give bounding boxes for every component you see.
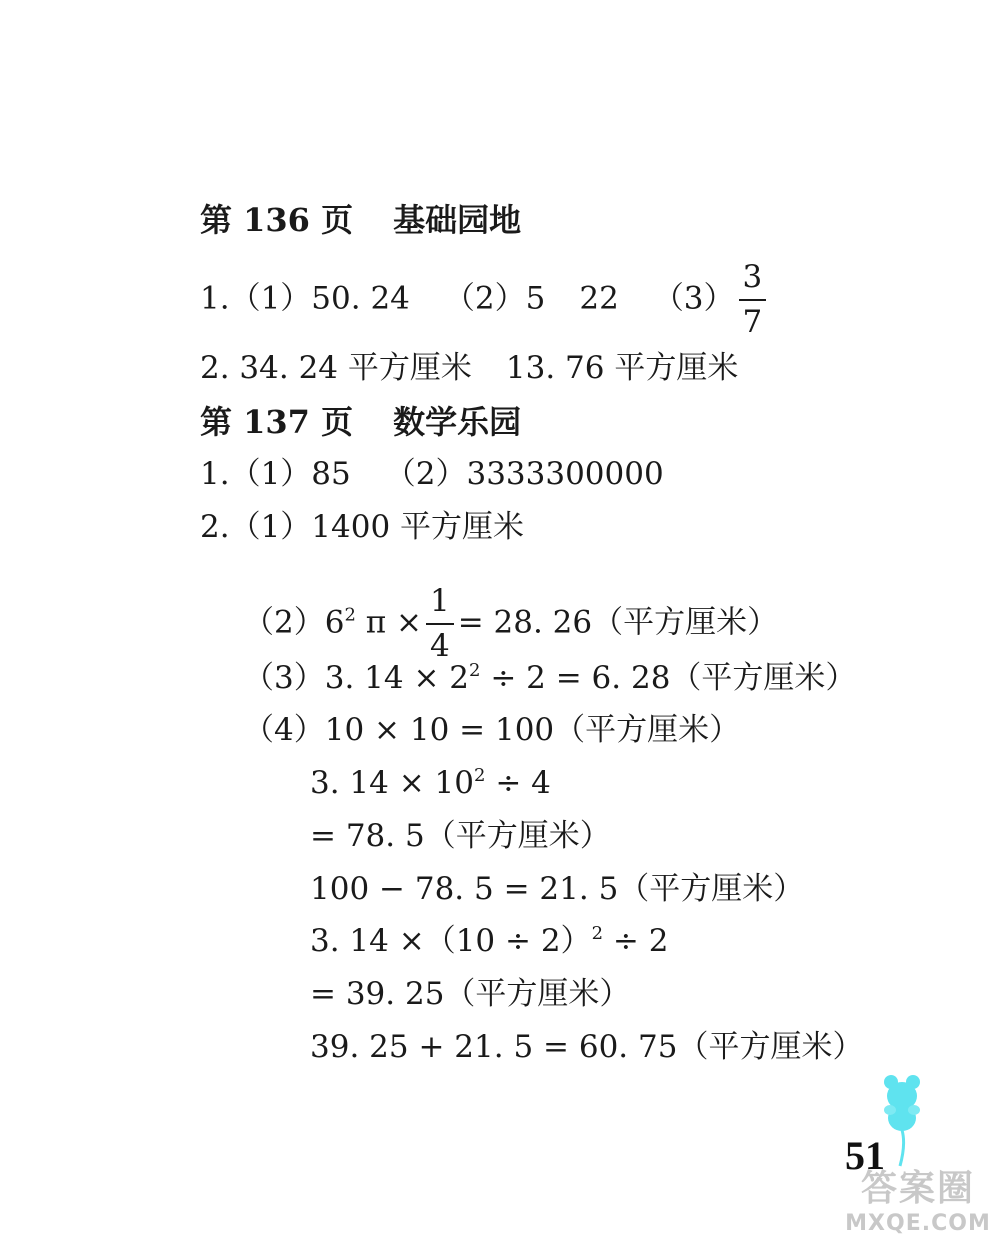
answer-text: （3）3. 14 × 2 xyxy=(243,660,470,696)
fraction xyxy=(426,583,454,664)
answer-136-2 xyxy=(200,350,738,386)
watermark xyxy=(838,1160,998,1236)
answer-137-2-4 xyxy=(243,712,740,748)
answer-text: 1.（1）85 xyxy=(200,456,351,492)
answer-text: （2）3333300000 xyxy=(384,456,664,492)
answer-text: （2）5 xyxy=(443,280,546,317)
answer-136-1 xyxy=(200,259,770,340)
fraction-denominator: 4 xyxy=(429,628,450,664)
exponent: 2 xyxy=(469,660,481,681)
answer-text: （2）6 xyxy=(243,604,345,641)
exponent: 2 xyxy=(474,765,486,786)
answer-text: （3） xyxy=(652,280,735,317)
page-number: 51 xyxy=(845,1133,885,1178)
answer-text: 2. 34. 24 平方厘米 xyxy=(200,350,472,386)
heading-title: 基础园地 xyxy=(393,201,522,239)
answer-text: = 78. 5（平方厘米） xyxy=(310,818,611,854)
answer-text: 2.（1）1400 平方厘米 xyxy=(200,509,525,545)
calc-line xyxy=(310,818,611,854)
answer-text: ÷ 4 xyxy=(485,765,551,801)
answer-text: 3. 14 ×（10 ÷ 2） xyxy=(310,923,592,959)
calc-line xyxy=(310,976,630,1012)
calc-line xyxy=(310,871,804,907)
answer-text: 39. 25 + 21. 5 = 60. 75（平方厘米） xyxy=(310,1029,864,1065)
answer-137-1 xyxy=(200,456,664,492)
fraction xyxy=(739,259,767,340)
exponent: 2 xyxy=(591,923,604,944)
calc-line xyxy=(310,765,551,801)
heading-title: 数学乐园 xyxy=(393,403,522,441)
watermark-url: MXQE.COM xyxy=(845,1211,991,1236)
watermark-title: 答案圈 xyxy=(860,1168,975,1209)
fraction-numerator: 3 xyxy=(739,262,767,301)
bear-mascot-icon xyxy=(878,1072,928,1168)
section-heading-136 xyxy=(200,202,521,238)
exponent: 2 xyxy=(344,604,356,626)
answer-text: 22 xyxy=(579,280,619,317)
fraction-denominator: 7 xyxy=(742,304,763,340)
answer-137-2-2 xyxy=(243,583,779,664)
calc-line xyxy=(310,923,668,959)
fraction-numerator: 1 xyxy=(426,586,454,625)
section-heading-137 xyxy=(200,404,521,440)
answer-text: 100 − 78. 5 = 21. 5（平方厘米） xyxy=(310,871,805,907)
answer-text: 3. 14 × 10 xyxy=(310,765,475,801)
answer-137-2-1 xyxy=(200,509,524,545)
answer-text: ÷ 2 xyxy=(603,923,669,959)
answer-text: = 28. 26（平方厘米） xyxy=(457,604,779,641)
calc-line xyxy=(310,1029,863,1065)
answer-text: 13. 76 平方厘米 xyxy=(505,350,739,386)
answer-text: π × xyxy=(355,604,422,641)
heading-page-label: 第 137 页 xyxy=(200,403,354,441)
heading-page-label: 第 136 页 xyxy=(200,201,354,239)
answer-text: （4）10 × 10 = 100（平方厘米） xyxy=(243,712,741,748)
answer-text: = 39. 25（平方厘米） xyxy=(310,976,631,1012)
answer-137-2-3 xyxy=(243,660,856,696)
answer-text: ÷ 2 = 6. 28（平方厘米） xyxy=(480,660,857,696)
answer-text: 1.（1）50. 24 xyxy=(200,280,410,317)
